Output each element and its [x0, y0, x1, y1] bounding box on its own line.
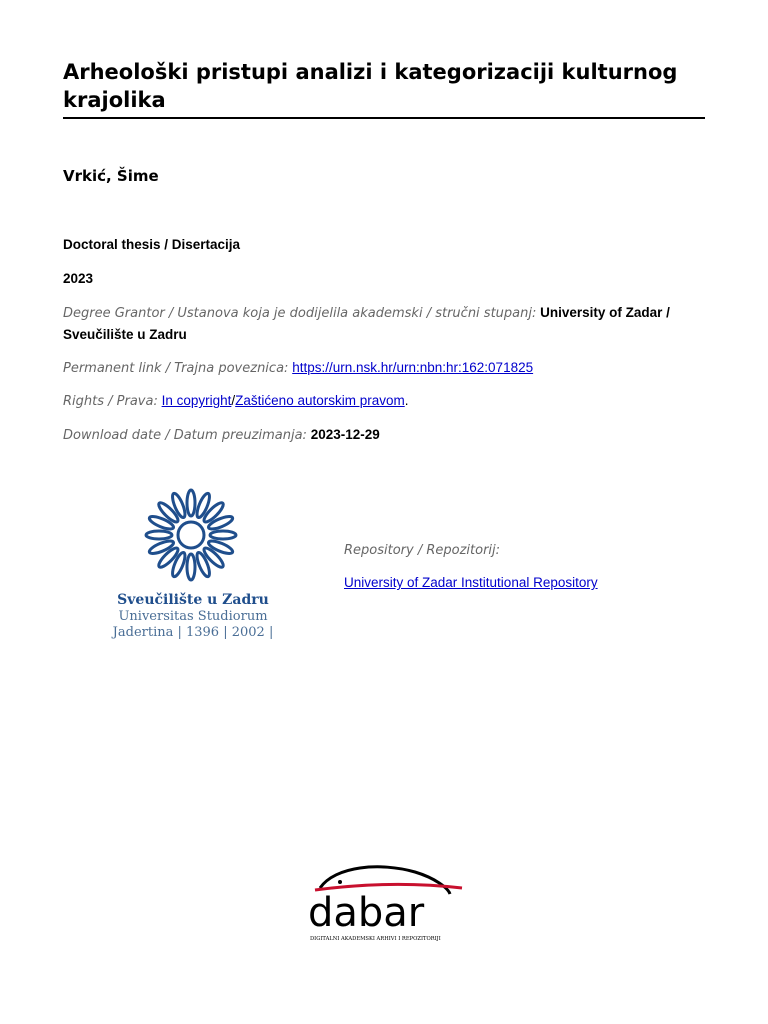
rights-link-in-copyright[interactable]: In copyright: [161, 393, 232, 408]
sun-ray-icon: [187, 490, 195, 516]
dabar-logo: [300, 860, 470, 944]
rights-separator: /: [231, 393, 236, 408]
degree-grantor-label: Degree Grantor / Ustanova koja je dodijelila akademski / stručni stupanj:: [63, 306, 537, 321]
sun-ray-icon: [148, 539, 175, 556]
university-logo-name: Sveučilište u Zadru: [117, 592, 269, 608]
document-year: 2023: [63, 271, 94, 286]
university-sun-logo-icon: [118, 485, 268, 595]
university-logo-latin: Universitas Studiorum: [118, 609, 268, 624]
repository-label: Repository / Repozitorij:: [344, 543, 501, 558]
university-logo-years: Jadertina | 1396 | 2002 |: [112, 625, 274, 640]
dabar-tagline: DIGITALNI AKADEMSKI ARHIVI I REPOZITORIJI: [310, 936, 441, 942]
download-date-value: 2023-12-29: [310, 427, 380, 442]
dabar-wordmark: dabar: [308, 890, 425, 936]
rights: [63, 390, 703, 412]
sun-ray-icon: [195, 492, 212, 519]
sun-ray-icon: [170, 551, 187, 578]
author-name: Vrkić, Šime: [63, 167, 159, 185]
rights-end: .: [404, 393, 409, 408]
sun-ray-icon: [207, 514, 234, 531]
dabar-eye-icon: [338, 880, 342, 884]
rights-label: Rights / Prava:: [63, 394, 158, 409]
sun-ray-icon: [187, 554, 195, 580]
sun-ray-icon: [148, 514, 175, 531]
sun-ray-icon: [207, 539, 234, 556]
repository-link[interactable]: University of Zadar Institutional Repository: [344, 575, 598, 590]
degree-grantor: [63, 302, 703, 345]
degree-grantor-value: University of Zadar / Sveučilište u Zadru: [63, 305, 670, 342]
sun-ray-icon: [146, 531, 172, 539]
sun-ray-icon: [170, 492, 187, 519]
university-logo-text: [108, 592, 278, 641]
download-date: [63, 424, 703, 446]
document-title: Arheološki pristupi analizi i kategorizaciji kulturnog krajolika: [63, 60, 678, 112]
title-divider: [63, 117, 705, 119]
permanent-link-url[interactable]: https://urn.nsk.hr/urn:nbn:hr:162:071825: [292, 360, 534, 375]
sun-ray-icon: [210, 531, 236, 539]
download-date-label: Download date / Datum preuzimanja:: [63, 428, 307, 443]
rights-link-zasticeno[interactable]: Zaštićeno autorskim pravom: [235, 393, 405, 408]
permanent-link: [63, 357, 703, 379]
sun-ray-icon: [195, 551, 212, 578]
permanent-link-label: Permanent link / Trajna poveznica:: [63, 361, 289, 376]
document-type: Doctoral thesis / Disertacija: [63, 237, 241, 252]
